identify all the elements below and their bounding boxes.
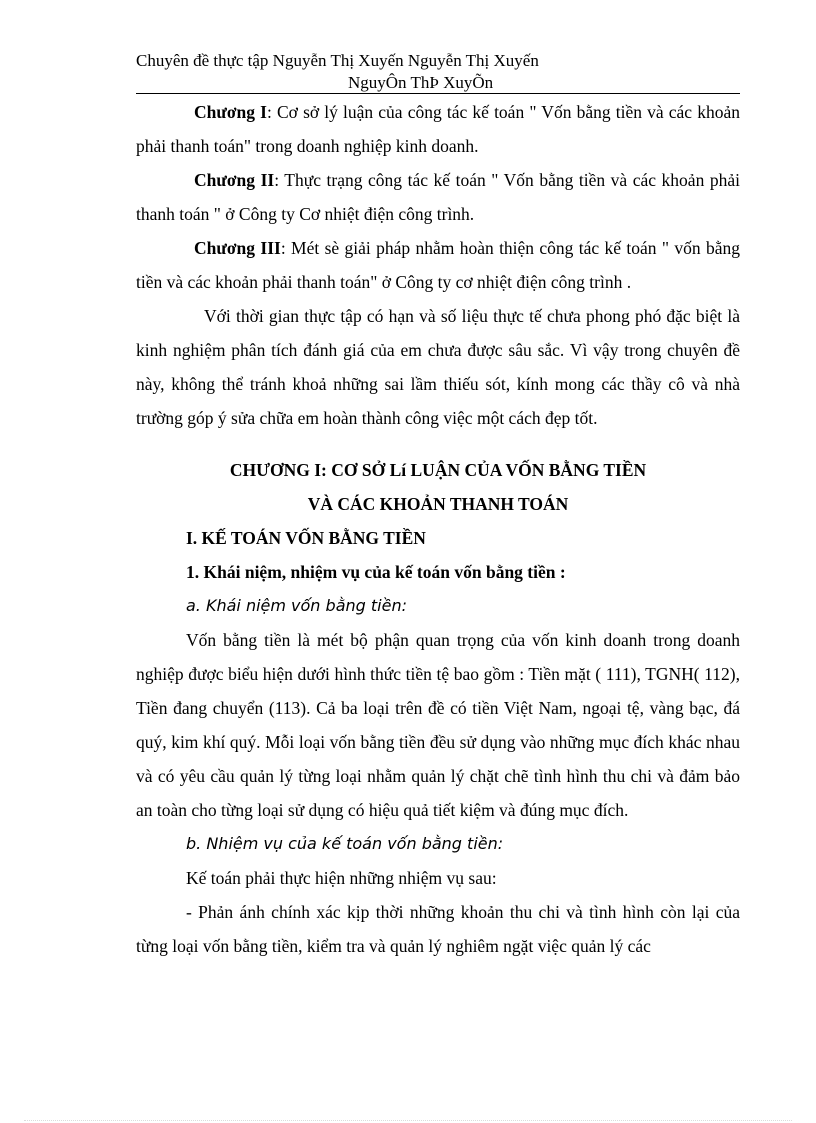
item-a-heading: a. Khái niệm vốn bằng tiền: (186, 596, 407, 615)
chapter-3-label: Chương III (194, 238, 281, 258)
intro-chapter-1 (136, 95, 740, 163)
item-b-heading: b. Nhiệm vụ của kế toán vốn bằng tiền: (186, 834, 504, 853)
chapter-2-label: Chương II (194, 170, 275, 190)
page-bottom-border (24, 1120, 792, 1121)
chapter-3-text: : Mét sè giải pháp nhằm hoàn thiện công tác kế toán " vốn bằng tiền và các khoản phải thanh toán" ở Công ty cơ nhiệt điện công trình . (136, 238, 740, 292)
document-body (136, 95, 740, 963)
header-line-2: NguyÔn ThÞ XuyÕn (348, 73, 494, 92)
page-header (136, 50, 736, 94)
paragraph-b-2: - Phản ánh chính xác kịp thời những khoản thu chi và tình hình còn lại của từng loại vốn bằng tiền, kiểm tra và quản lý nghiêm ngặt việc quản lý các (136, 902, 740, 956)
paragraph-a: Vốn bằng tiền là mét bộ phận quan trọng của vốn kinh doanh trong doanh nghiệp được biểu hiện dưới hình thức tiền tệ bao gồm : Tiền mặt ( 111), TGNH( 112), Tiền đang chuyển (113). Cả ba loại trên đề có tiền Việt Nam, ngoại tệ, vàng bạc, đá quý, kim khí quý. Mỗi loại vốn bằng tiền đều sử dụng vào những mục đích khác nhau và có yêu cầu quản lý từng loại nhằm quản lý chặt chẽ tình hình thu chi và đảm bảo an toàn cho từng loại sử dụng có hiệu quả tiết kiệm và đúng mục đích. (136, 630, 740, 820)
chapter-title-line-2: VÀ CÁC KHOẢN THANH TOÁN (307, 494, 569, 514)
subsection-heading: 1. Khái niệm, nhiệm vụ của kế toán vốn bằng tiền : (186, 562, 566, 582)
intro-chapter-3 (136, 231, 740, 299)
paragraph-b-1: Kế toán phải thực hiện những nhiệm vụ sau: (186, 868, 497, 888)
chapter-2-text: : Thực trạng công tác kế toán " Vốn bằng tiền và các khoản phải thanh toán " ở Công ty Cơ nhiệt điện công trình. (136, 170, 740, 224)
chapter-title (136, 453, 740, 521)
chapter-1-label: Chương I (194, 102, 267, 122)
chapter-title-line-1: CHƯƠNG I: CƠ SỞ Lí LUẬN CỦA VỐN BẰNG TIỀN (229, 460, 647, 480)
intro-chapter-2 (136, 163, 740, 231)
header-rule (136, 93, 740, 94)
section-heading: I. KẾ TOÁN VỐN BẰNG TIỀN (186, 528, 426, 548)
chapter-1-text: : Cơ sở lý luận của công tác kế toán " Vốn bằng tiền và các khoản phải thanh toán" trong doanh nghiệp kinh doanh. (136, 102, 740, 156)
closing-paragraph: Với thời gian thực tập có hạn và số liệu thực tế chưa phong phó đặc biệt là kinh nghiệm phân tích đánh giá của em chưa được sâu sắc. Vì vậy trong chuyên đề này, không thể tránh khoả những sai lầm thiếu sót, kính mong các thầy cô và nhà trường góp ý sửa chữa em hoàn thành công việc một cách đẹp tốt. (136, 306, 740, 428)
header-line-1: Chuyên đề thực tập Nguyễn Thị Xuyến Nguyễn Thị Xuyến (136, 51, 539, 70)
